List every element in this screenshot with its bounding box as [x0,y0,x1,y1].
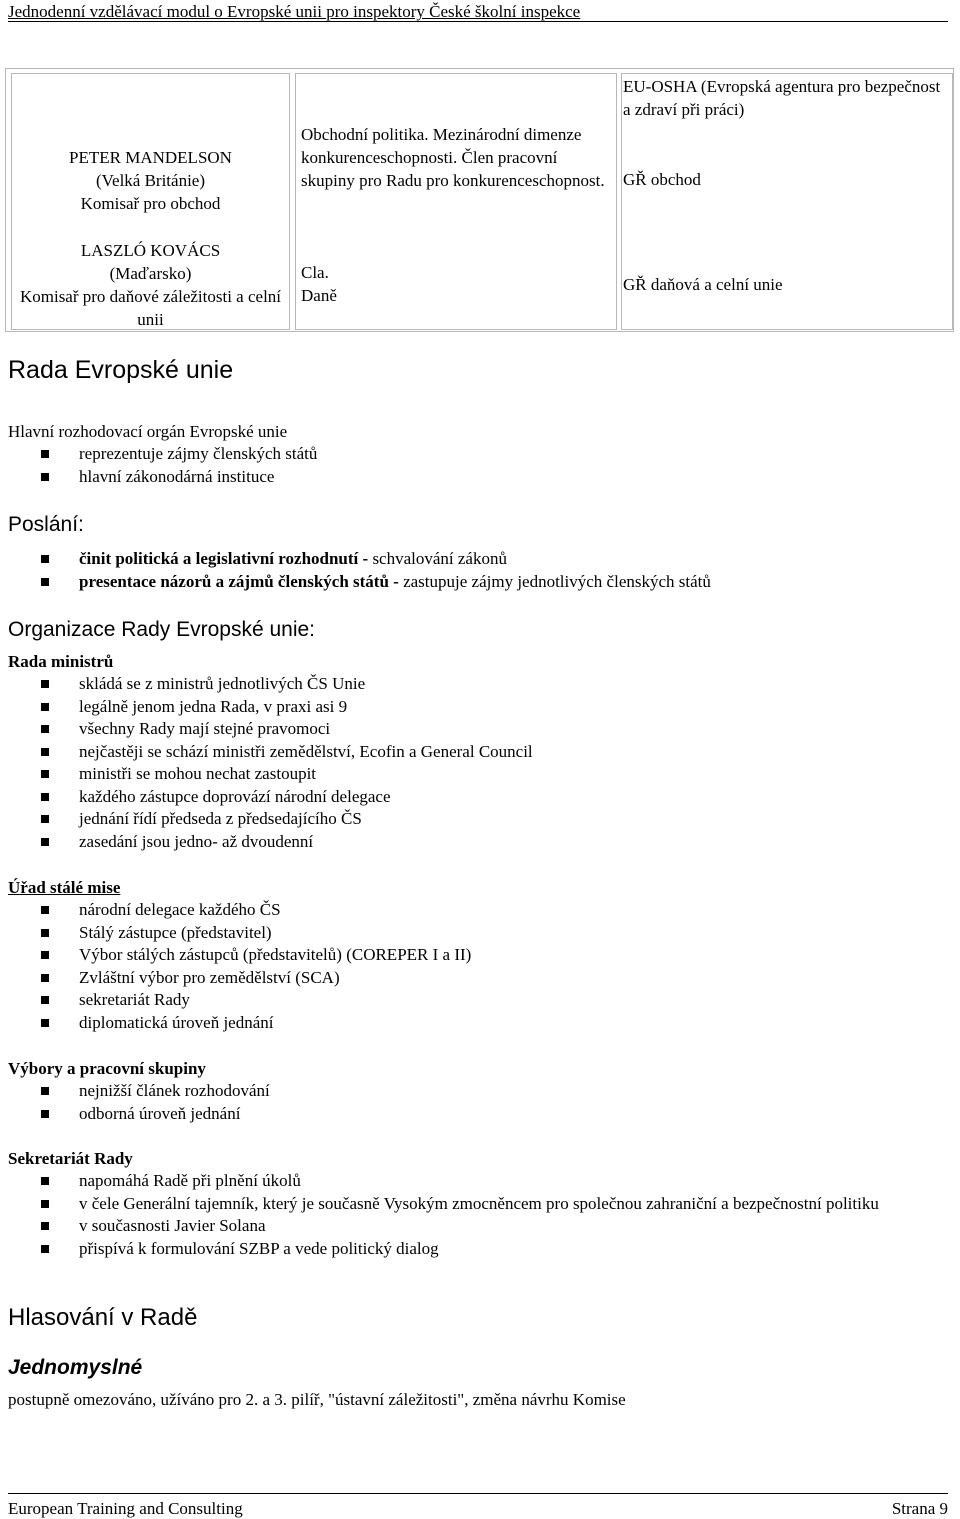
list-item [0,548,959,571]
list-item: Výbor stálých zástupců (představitelů) (COREPER I a II) [0,944,959,967]
list-item: sekretariát Rady [0,989,959,1012]
agency-dg-trade: GŘ obchod [623,170,701,189]
list-item: přispívá k formulování SZBP a vede politický dialog [0,1238,959,1261]
section-title: Rada Evropské unie [8,356,234,384]
list-item: reprezentuje zájmy členských států [0,443,959,466]
commissioner-name: LASZLÓ KOVÁCS [80,241,221,260]
list-item: v současnosti Javier Solana [0,1215,959,1238]
committees-list [0,1080,959,1125]
organization-heading: Organizace Rady Evropské unie: [8,618,315,641]
voting-text: postupně omezováno, užíváno pro 2. a 3. pilíř, "ústavní záležitosti", změna návrhu Komise [8,1390,626,1409]
list-item: odborná úroveň jednání [0,1103,959,1126]
commissioner-role: Komisař pro daňové záležitosti a celní unii [19,287,282,329]
list-item: napomáhá Radě při plnění úkolů [0,1170,959,1193]
list-item: v čele Generální tajemník, který je současně Vysokým zmocněncem pro společnou zahraniční a bezpečnostní politiku [0,1193,949,1216]
commissioner-role: Komisař pro obchod [80,194,221,213]
list-item: zasedání jsou jedno- až dvoudenní [0,831,959,854]
list-item: Stálý zástupce (představitel) [0,922,959,945]
agency-dg-taxud: GŘ daňová a celní unie [623,275,783,294]
list-item: Zvláštní výbor pro zemědělství (SCA) [0,967,959,990]
list-item: nejnižší článek rozhodování [0,1080,959,1103]
commissioner-entry [11,146,290,215]
voting-heading: Hlasování v Radě [8,1304,198,1331]
list-item: legálně jenom jedna Rada, v praxi asi 9 [0,696,959,719]
mission-list [0,548,959,593]
commissioner-name: PETER MANDELSON [69,148,232,167]
footer-organization: European Training and Consulting [8,1499,243,1518]
council-of-ministers-list [0,673,959,853]
mission-item-rest: schvalování zákonů [368,549,507,568]
list-item: každého zástupce doprovází národní delegace [0,786,959,809]
footer-page-number: Strana 9 [891,1499,948,1518]
list-item [0,571,959,594]
mission-item-bold: presentace názorů a zájmů členských států - [79,571,399,591]
portfolio-taxation [301,261,615,307]
list-item: skládá se z ministrů jednotlivých ČS Unie [0,673,959,696]
commissioner-entry [11,239,290,331]
intro-list [0,443,959,488]
mission-item-bold: činit politická a legislativní rozhodnutí - [79,549,369,568]
commissioner-country: (Velká Británie) [95,171,206,190]
list-item: národní delegace každého ČS [0,899,959,922]
group-title-permanent-mission: Úřad stálé mise [8,878,121,897]
document-header-title: Jednodenní vzdělávací modul o Evropské unii pro inspektory České školní inspekce [8,2,581,21]
agency-eu-osha: EU-OSHA (Evropská agentura pro bezpečnost a zdraví při práci) [623,77,941,119]
permanent-mission-list [0,899,959,1034]
secretariat-list [0,1170,959,1260]
portfolio-taxes: Daně [301,286,337,305]
mission-heading: Poslání: [8,513,84,536]
list-item: hlavní zákonodárná instituce [0,466,959,489]
list-item: diplomatická úroveň jednání [0,1012,959,1035]
intro-lead: Hlavní rozhodovací orgán Evropské unie [8,422,288,441]
group-title-council-of-ministers: Rada ministrů [8,652,114,671]
header-rule [8,21,948,22]
portfolio-trade: Obchodní politika. Mezinárodní dimenze konkurenceschopnosti. Člen pracovní skupiny pro Radu pro konkurenceschopnost. [301,125,605,190]
mission-item-rest: zastupuje zájmy jednotlivých členských států [398,571,711,591]
portfolio-customs: Cla. [301,263,329,282]
group-title-committees: Výbory a pracovní skupiny [8,1059,206,1078]
voting-subheading: Jednomyslné [8,1356,143,1379]
list-item: nejčastěji se schází ministři zemědělství, Ecofin a General Council [0,741,959,764]
group-title-secretariat: Sekretariát Rady [8,1149,133,1168]
footer-rule [8,1493,948,1494]
list-item: jednání řídí předseda z předsedajícího ČS [0,808,959,831]
list-item: všechny Rady mají stejné pravomoci [0,718,959,741]
commissioner-country: (Maďarsko) [109,264,192,283]
list-item: ministři se mohou nechat zastoupit [0,763,959,786]
